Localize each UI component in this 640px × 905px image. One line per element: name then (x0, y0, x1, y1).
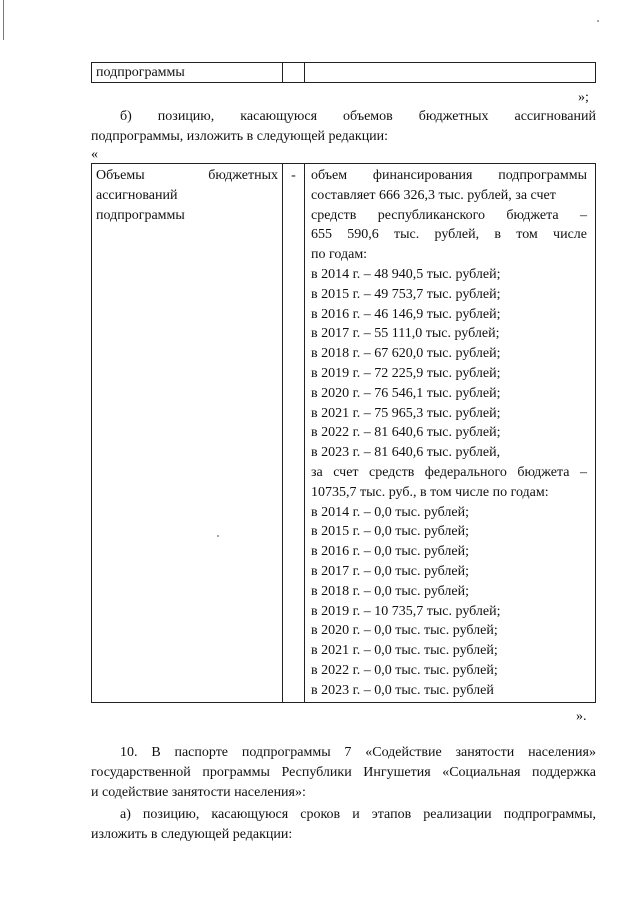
table-dash-cell: - (283, 164, 305, 702)
item-b-line2: подпрограммы, изложить в следующей редакции: (91, 129, 389, 144)
content-line: в 2019 г. – 10 735,7 тыс. рублей; (311, 603, 501, 619)
content-line: в 2014 г. – 0,0 тыс. рублей; (311, 504, 469, 520)
table-label-cell (92, 164, 283, 702)
content-line: в 2019 г. – 72 225,9 тыс. рублей; (311, 365, 501, 381)
content-line: в 2017 г. – 0,0 тыс. рублей; (311, 563, 469, 579)
content-line: в 2015 г. – 49 753,7 тыс. рублей; (311, 286, 501, 302)
content-line: за счет средств федерального бюджета – (311, 464, 587, 480)
scan-speck (597, 20, 599, 22)
content-line: в 2023 г. – 0,0 тыс. тыс. рублей (311, 682, 494, 698)
budget-table (91, 163, 596, 703)
content-line: средств республиканского бюджета – (311, 207, 587, 223)
content-line: в 2015 г. – 0,0 тыс. рублей; (311, 524, 469, 540)
item-b-line1: б) позицию, касающуюся объемов бюджетных ассигнований (120, 109, 596, 124)
content-line: в 2016 г. – 46 146,9 тыс. рублей; (311, 306, 501, 322)
content-line: в 2023 г. – 81 640,6 тыс. рублей, (311, 445, 501, 461)
scan-margin-line (3, 0, 4, 40)
content-line: в 2018 г. – 0,0 тыс. рублей; (311, 583, 469, 599)
label-line: подпрограммы (96, 207, 185, 223)
previous-table-cell-label: подпрограммы (92, 63, 283, 82)
content-line: 10735,7 тыс. руб., в том числе по годам: (311, 484, 549, 500)
content-line: объем финансирования подпрограммы (311, 168, 587, 183)
closing-quote: ». (576, 709, 587, 724)
content-line: в 2020 г. – 76 546,1 тыс. рублей; (311, 385, 501, 401)
content-line: в 2018 г. – 67 620,0 тыс. рублей; (311, 346, 501, 362)
content-line: в 2021 г. – 75 965,3 тыс. рублей; (311, 405, 501, 421)
content-line: в 2014 г. – 48 940,5 тыс. рублей; (311, 266, 501, 282)
content-line: в 2021 г. – 0,0 тыс. тыс. рублей; (311, 643, 498, 659)
previous-table-cell-dash (283, 63, 305, 82)
content-line: 655 590,6 тыс. рублей, в том числе (311, 227, 587, 243)
item-10-line3: и содействие занятости населения»: (91, 785, 306, 800)
table-content-cell (305, 164, 595, 702)
content-line: в 2022 г. – 0,0 тыс. тыс. рублей; (311, 662, 498, 678)
content-line: в 2022 г. – 81 640,6 тыс. рублей; (311, 425, 501, 441)
closing-quote: »; (578, 90, 589, 105)
item-10-line1: 10. В паспорте подпрограммы 7 «Содействие занятости населения» (120, 745, 596, 760)
content-line: в 2017 г. – 55 111,0 тыс. рублей; (311, 326, 500, 342)
previous-table-fragment (91, 62, 596, 83)
content-line: в 2016 г. – 0,0 тыс. рублей; (311, 544, 469, 560)
label-line: ассигнований (96, 187, 178, 203)
item-a-line2: изложить в следующей редакции: (91, 827, 293, 842)
content-line: в 2020 г. – 0,0 тыс. тыс. рублей; (311, 623, 498, 639)
content-line: по годам: (311, 247, 368, 263)
item-a-line1: а) позицию, касающуюся сроков и этапов реализации подпрограммы, (120, 807, 596, 822)
label-line: Объемы бюджетных (96, 168, 278, 183)
opening-quote: « (91, 147, 98, 162)
content-line: составляет 666 326,3 тыс. рублей, за счет (311, 187, 556, 203)
item-10-line2: государственной программы Республики Ингушетия «Социальная поддержка (91, 765, 596, 780)
